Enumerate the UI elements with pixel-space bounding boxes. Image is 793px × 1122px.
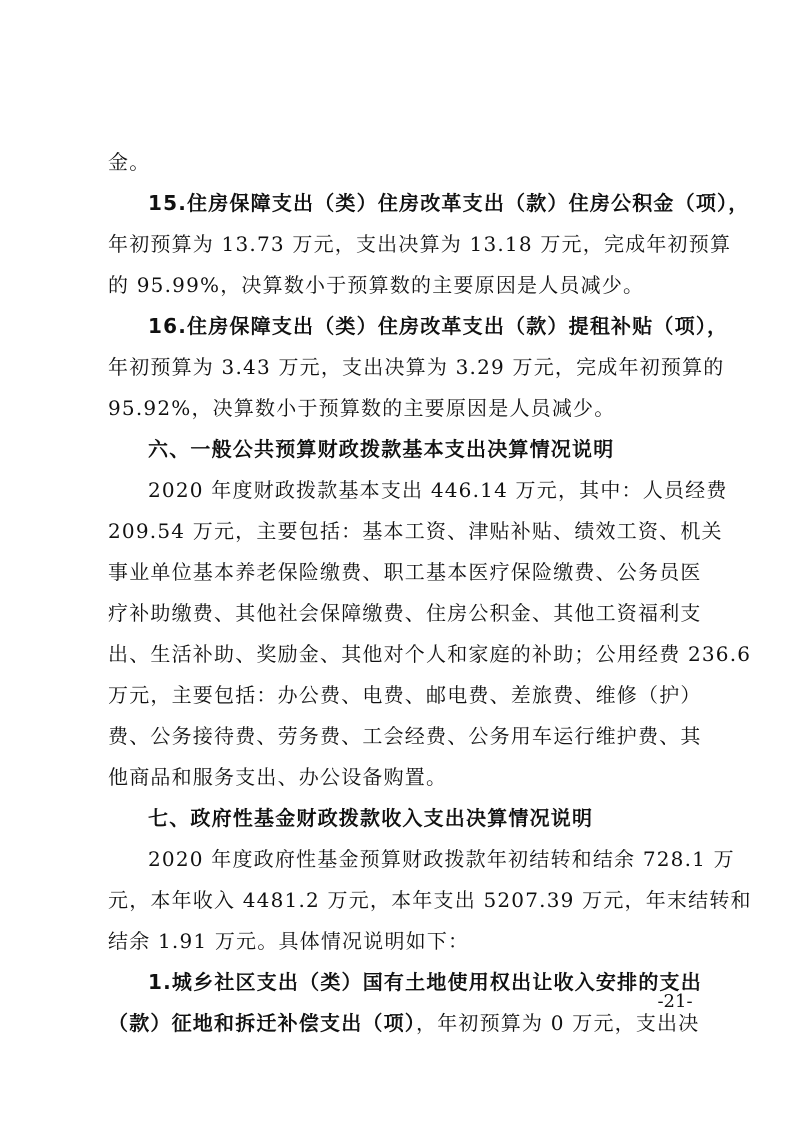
paragraph-line: 金。 (108, 150, 151, 174)
paragraph-line: 年初预算为 13.73 万元，支出决算为 13.18 万元，完成年初预算 (108, 232, 732, 256)
item-1-heading-tail: （款）征地和拆迁补偿支出（项） (108, 1011, 416, 1035)
item-16-heading: 16.住房保障支出（类）住房改革支出（款）提租补贴（项）， (148, 314, 729, 338)
paragraph-line: 出、生活补助、奖励金、其他对个人和家庭的补助；公用经费 236.6 (108, 642, 752, 666)
item-1-heading-continued (108, 1005, 700, 1041)
paragraph-line: 95.92%，决算数小于预算数的主要原因是人员减少。 (108, 396, 616, 420)
paragraph-line: 费、公务接待费、劳务费、工会经费、公务用车运行维护费、其 (108, 724, 702, 748)
paragraph-line: 2020 年度财政拨款基本支出 446.14 万元，其中：人员经费 (148, 478, 728, 502)
item-1-text: ，年初预算为 0 万元，支出决 (416, 1011, 700, 1035)
item-15-heading: 15.住房保障支出（类）住房改革支出（款）住房公积金（项）， (148, 191, 750, 215)
paragraph-line: 事业单位基本养老保险缴费、职工基本医疗保险缴费、公务员医 (108, 560, 702, 584)
paragraph-line: 元，本年收入 4481.2 万元，本年支出 5207.39 万元，年末结转和 (108, 888, 752, 912)
item-1-heading: 1.城乡社区支出（类）国有土地使用权出让收入安排的支出 (148, 970, 702, 994)
section-six-heading: 六、一般公共预算财政拨款基本支出决算情况说明 (148, 437, 615, 461)
paragraph-line: 的 95.99%，决算数小于预算数的主要原因是人员减少。 (108, 273, 645, 297)
paragraph-line: 疗补助缴费、其他社会保障缴费、住房公积金、其他工资福利支 (108, 601, 702, 625)
page-number: -21- (657, 991, 693, 1012)
paragraph-line: 209.54 万元，主要包括：基本工资、津贴补贴、绩效工资、机关 (108, 519, 723, 543)
section-seven-heading: 七、政府性基金财政拨款收入支出决算情况说明 (148, 806, 594, 830)
paragraph-line: 2020 年度政府性基金预算财政拨款年初结转和结余 728.1 万 (148, 847, 735, 871)
paragraph-line: 年初预算为 3.43 万元，支出决算为 3.29 万元，完成年初预算的 (108, 355, 725, 379)
paragraph-line: 他商品和服务支出、办公设备购置。 (108, 765, 448, 789)
paragraph-line: 结余 1.91 万元。具体情况说明如下： (108, 929, 470, 953)
paragraph-line: 万元，主要包括：办公费、电费、邮电费、差旅费、维修（护） (108, 683, 702, 707)
